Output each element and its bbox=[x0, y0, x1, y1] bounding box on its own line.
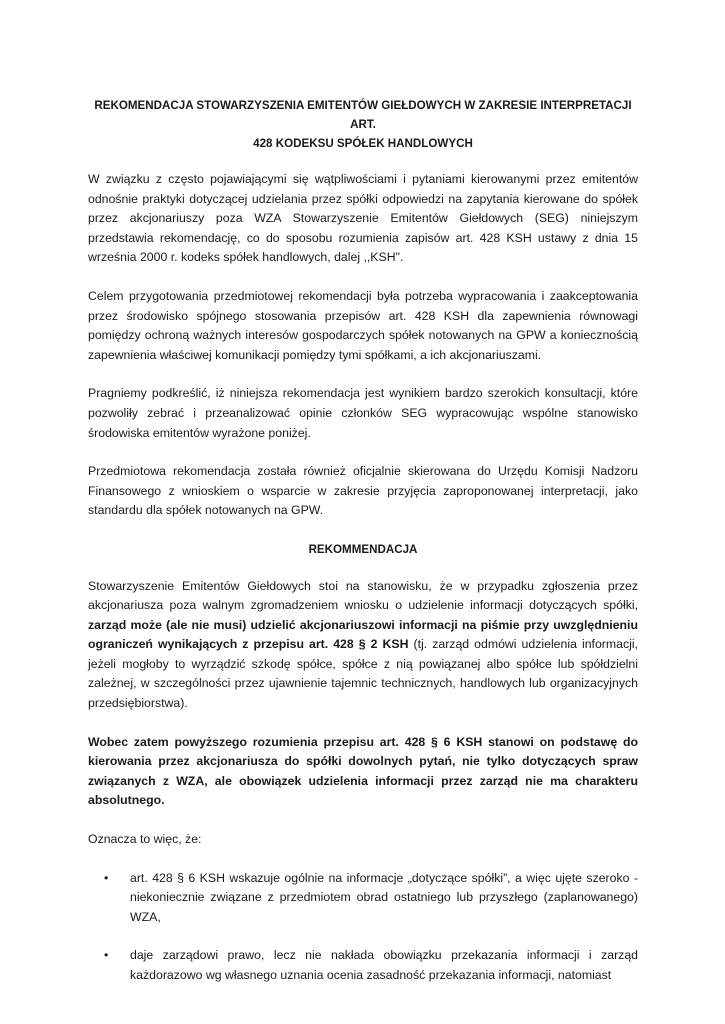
list-item bbox=[88, 869, 638, 928]
list-intro: Oznacza to więc, że: bbox=[88, 832, 202, 847]
list-item-text: art. 428 § 6 KSH wskazuje ogólnie na informacje „dotyczące spółki”, a więc ujęte szeroko - niekoniecznie związane z przedmiotem obrad ostatniego lub przyszłego (zaplanowanego) WZA, bbox=[130, 870, 638, 924]
paragraph-intro: W związku z często pojawiającymi się wątpliwościami i pytaniami kierowanymi przez emitentów odnośnie praktyki dotyczącej udzielania przez spółki odpowiedzi na zapytania kierowane do spółek przez akcjonariuszy poza WZA Stowarzyszenie Emitentów Giełdowych (SEG) niniejszym przedstawia rekomendację, co do sposobu rozumienia zapisów art. 428 KSH ustawy z dnia 15 września 2000 r. kodeks spółek handlowych, dalej ,,KSH". bbox=[88, 172, 638, 265]
paragraph-bold-conclusion bbox=[88, 733, 638, 811]
bullet-icon: • bbox=[104, 870, 109, 885]
title-line-1: REKOMENDACJA STOWARZYSZENIA EMITENTÓW GIEŁDOWYCH W ZAKRESIE INTERPRETACJI ART. bbox=[94, 99, 632, 131]
list-item bbox=[88, 946, 638, 985]
stance-bold: zarząd może (ale nie musi) udzielić akcjonariuszowi informacji na piśmie przy uwzględnieniu ograniczeń wynikających z przepisu art. 428 § 2 KSH bbox=[88, 617, 638, 652]
paragraph-consultation: Pragniemy podkreślić, iż niniejsza rekomendacja jest wynikiem bardzo szerokich konsultacji, które pozwoliły zebrać i przeanalizować opinie członków SEG wypracowując wspólne stanowisko środowiska emitentów wyrażone poniżej. bbox=[88, 386, 638, 440]
list-item-text: daje zarządowi prawo, lecz nie nakłada obowiązku przekazania informacji i zarząd każdorazowo wg własnego uznania ocenia zasadność przekazania informacji, natomiast bbox=[130, 948, 638, 982]
paragraph-purpose: Celem przygotowania przedmiotowej rekomendacji była potrzeba wypracowania i zaakceptowania przez środowisko spójnego stosowania przepisów art. 428 KSH dla zapewnienia równowagi pomiędzy ochroną ważnych interesów gospodarczych spółek notowanych na GPW a koniecznością zapewnienia właściwej komunikacji pomiędzy tymi spółkami, a ich akcjonariuszami. bbox=[88, 288, 638, 362]
title-line-2: 428 KODEKSU SPÓŁEK HANDLOWYCH bbox=[253, 137, 473, 150]
document-page bbox=[88, 96, 638, 1005]
paragraph-knf: Przedmiotowa rekomendacja została również oficjalnie skierowana do Urzędu Komisji Nadzoru Finansowego z wnioskiem o wsparcie w zakresie przyjęcia zaproponowanej interpretacji, jako standardu dla spółek notowanych na GPW. bbox=[88, 464, 638, 518]
bullet-list bbox=[88, 869, 638, 986]
section-heading: REKOMMENDACJA bbox=[308, 542, 418, 556]
paragraph-stance bbox=[88, 577, 638, 714]
stance-part-1: Stowarzyszenie Emitentów Giełdowych stoi na stanowisku, że w przypadku zgłoszenia przez akcjonariusza poza walnym zgromadzeniem wniosku o udzielenie informacji dotyczących spółki, bbox=[88, 578, 638, 613]
stance-part-2: (tj. zarząd odmówi udzielenia informacji, jeżeli mogłoby to wyrządzić szkodę spółce, spółce z nią powiązanej albo spółce lub spółdzielni zależnej, w szczególności przez ujawnienie tajemnic technicznych, handlowych lub organizacyjnych przedsiębiorstwa). bbox=[88, 637, 639, 711]
bullet-icon: • bbox=[104, 948, 109, 963]
bold-conclusion-text: Wobec zatem powyższego rozumienia przepisu art. 428 § 6 KSH stanowi on podstawę do kierowania przez akcjonariusza do spółki dowolnych pytań, nie tylko dotyczących spraw związanych z WZA, ale obowiązek udzielenia informacji przez zarząd nie ma charakteru absolutnego. bbox=[88, 734, 638, 808]
document-title bbox=[88, 96, 638, 153]
